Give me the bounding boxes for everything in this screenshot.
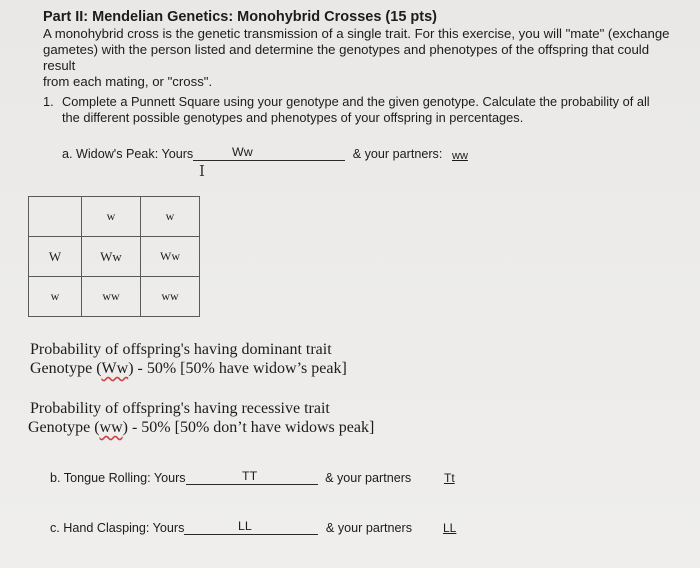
item-b-tongue-rolling xyxy=(50,470,411,485)
punnett-left-allele: w xyxy=(29,277,82,317)
text-cursor-icon: I xyxy=(199,162,205,180)
punnett-corner xyxy=(29,197,82,237)
genotype-prefix: Genotype ( xyxy=(30,360,102,377)
genotype-suffix: ) - 50% [50% don’t have widows peak] xyxy=(122,419,375,436)
item-b-label: b. Tongue Rolling: Yours xyxy=(50,471,186,485)
item-c-hand-clasping xyxy=(50,520,412,535)
question-number: 1. xyxy=(43,94,54,109)
question-1-text xyxy=(62,94,672,126)
question-line: the different possible genotypes and phenotypes of your offspring in percentages. xyxy=(62,110,524,125)
item-c-partners-label: & your partners xyxy=(325,521,413,535)
item-a-partners-label: & your partners: xyxy=(352,147,443,161)
item-c-label: c. Hand Clasping: Yours xyxy=(50,521,185,535)
punnett-cell: Ww xyxy=(141,237,200,277)
punnett-square xyxy=(28,196,200,317)
genotype-value: Ww xyxy=(101,360,129,377)
item-a-yours-blank[interactable] xyxy=(193,146,345,161)
item-b-yours-value: TT xyxy=(242,469,258,483)
item-a-yours-value: Ww xyxy=(232,145,253,159)
item-a-partners-value: ww xyxy=(452,150,468,162)
genotype-value: ww xyxy=(99,419,123,436)
item-a-label: a. Widow's Peak: Yours xyxy=(62,147,194,161)
section-title: Part II: Mendelian Genetics: Monohybrid Crosses (15 pts) xyxy=(43,9,437,25)
punnett-top-allele: w xyxy=(82,197,141,237)
intro-line: from each mating, or "cross". xyxy=(43,74,213,89)
intro-line: A monohybrid cross is the genetic transmission of a single trait. For this exercise, you will "mate" (exchange xyxy=(43,26,670,41)
genotype-suffix: ) - 50% [50% have widow’s peak] xyxy=(128,360,347,377)
punnett-left-allele: W xyxy=(29,237,82,277)
punnett-cell: Ww xyxy=(82,237,141,277)
punnett-cell: ww xyxy=(82,277,141,317)
item-b-partners-value: Tt xyxy=(444,471,455,485)
item-c-yours-value: LL xyxy=(238,519,252,533)
recessive-genotype xyxy=(28,418,374,437)
punnett-cell: ww xyxy=(141,277,200,317)
item-b-partners-label: & your partners xyxy=(325,471,412,485)
punnett-top-allele: w xyxy=(141,197,200,237)
genotype-prefix: Genotype ( xyxy=(28,419,100,436)
item-c-partners-value: LL xyxy=(443,521,457,535)
question-line: Complete a Punnett Square using your genotype and the given genotype. Calculate the probability of all xyxy=(62,94,650,109)
dominant-heading: Probability of offspring's having dominant trait xyxy=(30,341,332,358)
intro-line: gametes) with the person listed and determine the genotypes and phenotypes of the offspring that could result xyxy=(43,42,650,73)
intro-paragraph xyxy=(43,26,683,90)
recessive-heading: Probability of offspring's having recessive trait xyxy=(30,400,330,417)
dominant-genotype xyxy=(30,359,347,378)
